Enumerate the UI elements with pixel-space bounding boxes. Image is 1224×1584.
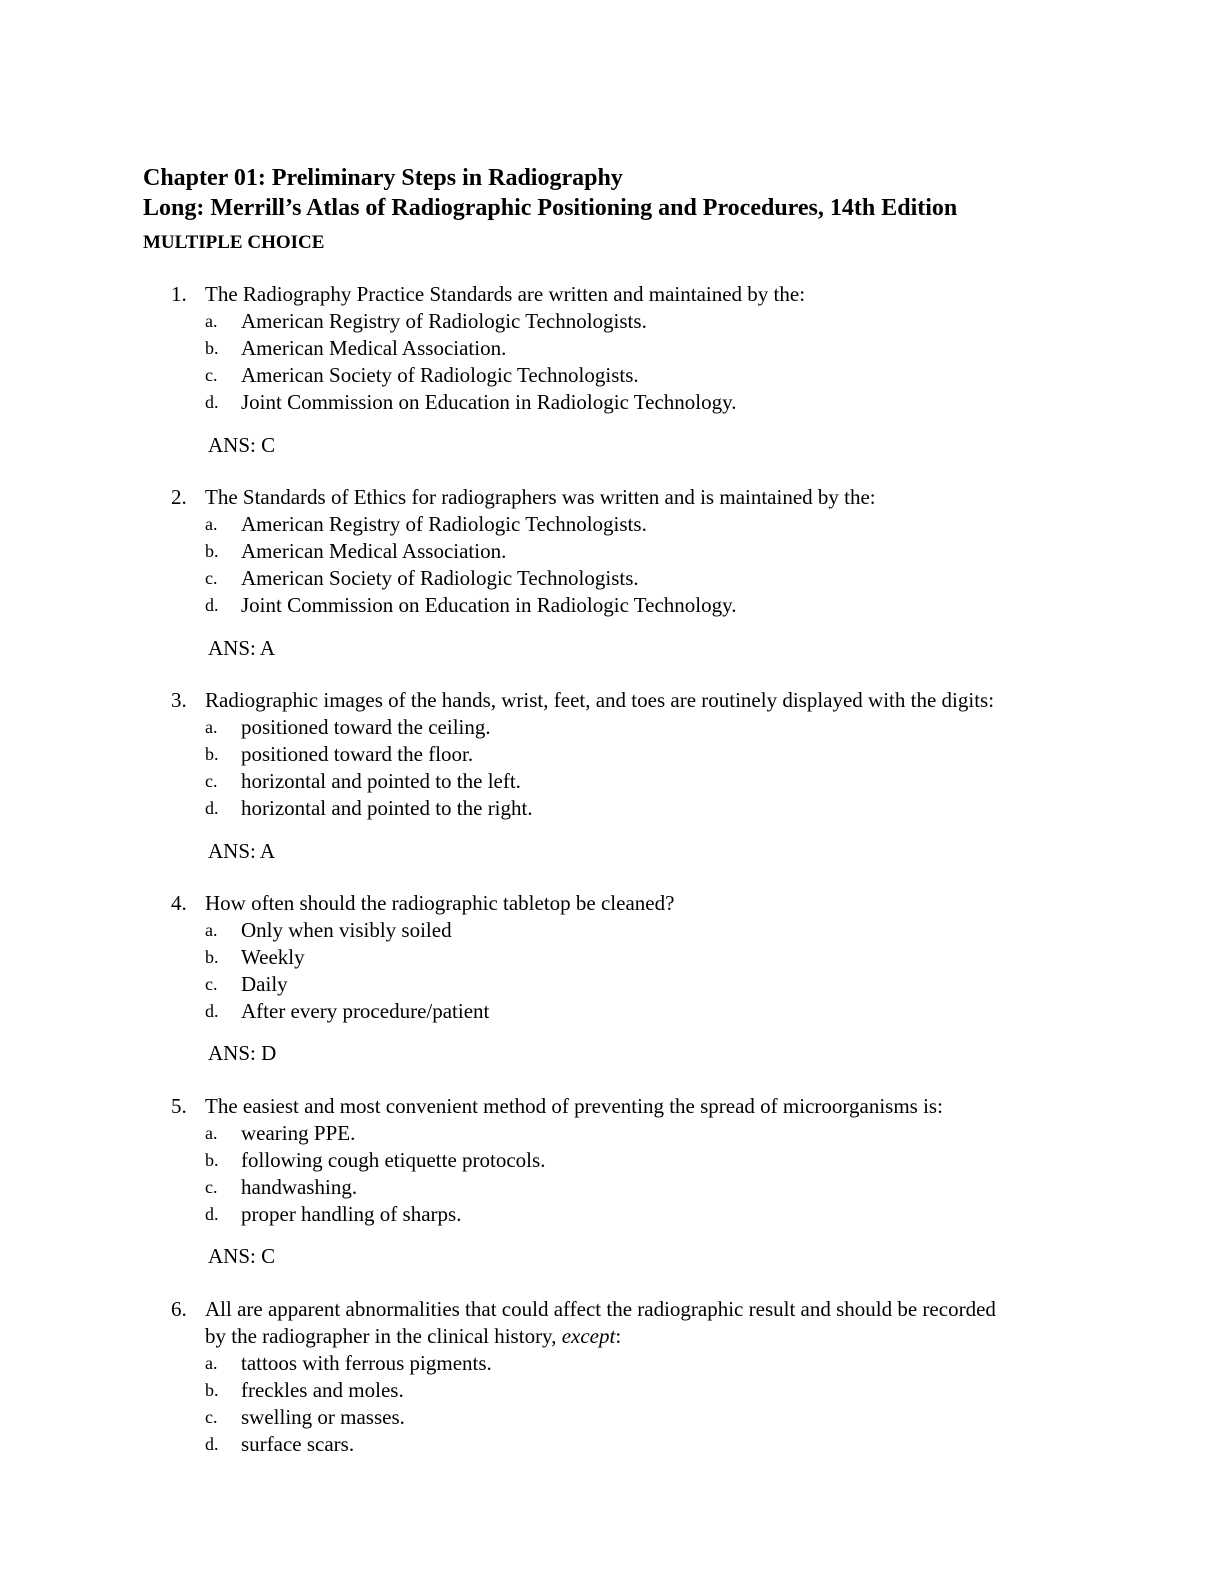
option-text: tattoos with ferrous pigments. (241, 1351, 492, 1375)
option-letter: b. (205, 338, 219, 358)
question-2 (0, 484, 1224, 619)
option-letter: a. (205, 1123, 218, 1143)
option-d (0, 998, 1224, 1025)
question-6 (0, 1296, 1224, 1458)
option-b (0, 944, 1224, 971)
question-number: 1. (171, 282, 187, 306)
question-1 (0, 281, 1224, 416)
question-4 (0, 890, 1224, 1025)
question-number: 3. (171, 688, 187, 712)
option-a (0, 714, 1224, 741)
question-text: All are apparent abnormalities that could affect the radiographic result and should be recorded (205, 1297, 996, 1321)
option-letter: c. (205, 365, 218, 385)
answer-4: ANS: D (208, 1041, 277, 1065)
option-list (0, 917, 1224, 1025)
option-letter: d. (205, 798, 219, 818)
answer-5: ANS: C (208, 1244, 276, 1268)
option-text: American Society of Radiologic Technologists. (241, 566, 639, 590)
option-c (0, 971, 1224, 998)
option-text: American Society of Radiologic Technologists. (241, 363, 639, 387)
option-text: Only when visibly soiled (241, 918, 452, 942)
option-b (0, 741, 1224, 768)
option-text: horizontal and pointed to the left. (241, 769, 521, 793)
option-letter: c. (205, 1177, 218, 1197)
option-c (0, 565, 1224, 592)
question-text: The Standards of Ethics for radiographers was written and is maintained by the: (205, 485, 876, 509)
option-list (0, 511, 1224, 619)
option-b (0, 335, 1224, 362)
option-text: surface scars. (241, 1432, 355, 1456)
option-text: handwashing. (241, 1175, 358, 1199)
question-text: How often should the radiographic tabletop be cleaned? (205, 891, 675, 915)
option-letter: a. (205, 920, 218, 940)
option-text: proper handling of sharps. (241, 1202, 462, 1226)
option-d (0, 1431, 1224, 1458)
option-text: positioned toward the ceiling. (241, 715, 491, 739)
option-text: swelling or masses. (241, 1405, 405, 1429)
option-letter: d. (205, 392, 219, 412)
question-number: 6. (171, 1297, 187, 1321)
option-a (0, 511, 1224, 538)
option-text: Joint Commission on Education in Radiologic Technology. (241, 390, 737, 414)
option-text: positioned toward the floor. (241, 742, 474, 766)
book-title: Long: Merrill’s Atlas of Radiographic Positioning and Procedures, 14th Edition (143, 195, 958, 221)
option-letter: a. (205, 1353, 218, 1373)
option-d (0, 389, 1224, 416)
option-letter: b. (205, 947, 219, 967)
option-d (0, 1201, 1224, 1228)
option-a (0, 308, 1224, 335)
option-text: American Medical Association. (241, 539, 507, 563)
option-letter: a. (205, 514, 218, 534)
option-letter: a. (205, 311, 218, 331)
chapter-title: Chapter 01: Preliminary Steps in Radiography (143, 165, 623, 191)
question-text-cont: by the radiographer in the clinical history, (205, 1324, 562, 1348)
option-a (0, 1350, 1224, 1377)
option-letter: a. (205, 717, 218, 737)
option-b (0, 538, 1224, 565)
option-letter: c. (205, 974, 218, 994)
option-letter: d. (205, 1204, 219, 1224)
option-letter: b. (205, 1380, 219, 1400)
option-text: Daily (241, 972, 288, 996)
option-text: American Medical Association. (241, 336, 507, 360)
question-text-tail: : (615, 1324, 622, 1348)
question-number: 2. (171, 485, 187, 509)
question-number: 4. (171, 891, 187, 915)
option-letter: c. (205, 568, 218, 588)
question-text: Radiographic images of the hands, wrist, feet, and toes are routinely displayed with the digits: (205, 688, 995, 712)
answer-2: ANS: A (208, 636, 276, 660)
option-b (0, 1147, 1224, 1174)
option-a (0, 1120, 1224, 1147)
option-letter: b. (205, 541, 219, 561)
option-letter: b. (205, 1150, 219, 1170)
question-text-continuation (205, 1323, 621, 1350)
question-3 (0, 687, 1224, 822)
option-c (0, 1404, 1224, 1431)
option-list (0, 308, 1224, 416)
option-d (0, 795, 1224, 822)
answer-1: ANS: C (208, 433, 276, 457)
question-text: The easiest and most convenient method of preventing the spread of microorganisms is: (205, 1094, 943, 1118)
option-list (0, 714, 1224, 822)
option-c (0, 768, 1224, 795)
option-text: wearing PPE. (241, 1121, 356, 1145)
option-text: American Registry of Radiologic Technologists. (241, 512, 647, 536)
answer-3: ANS: A (208, 839, 276, 863)
option-text: Weekly (241, 945, 305, 969)
option-letter: b. (205, 744, 219, 764)
option-d (0, 592, 1224, 619)
option-a (0, 917, 1224, 944)
option-text: Joint Commission on Education in Radiologic Technology. (241, 593, 737, 617)
option-letter: d. (205, 1434, 219, 1454)
option-letter: d. (205, 595, 219, 615)
option-text: American Registry of Radiologic Technologists. (241, 309, 647, 333)
option-list (0, 1120, 1224, 1228)
option-letter: c. (205, 771, 218, 791)
option-text: After every procedure/patient (241, 999, 490, 1023)
option-text: horizontal and pointed to the right. (241, 796, 533, 820)
question-text: The Radiography Practice Standards are written and maintained by the: (205, 282, 806, 306)
section-heading: MULTIPLE CHOICE (143, 232, 325, 253)
option-c (0, 362, 1224, 389)
question-number: 5. (171, 1094, 187, 1118)
option-letter: d. (205, 1001, 219, 1021)
question-5 (0, 1093, 1224, 1228)
option-list (0, 1350, 1224, 1458)
option-letter: c. (205, 1407, 218, 1427)
option-b (0, 1377, 1224, 1404)
option-text: freckles and moles. (241, 1378, 404, 1402)
emphasis-except: except (561, 1324, 616, 1348)
option-text: following cough etiquette protocols. (241, 1148, 546, 1172)
option-c (0, 1174, 1224, 1201)
